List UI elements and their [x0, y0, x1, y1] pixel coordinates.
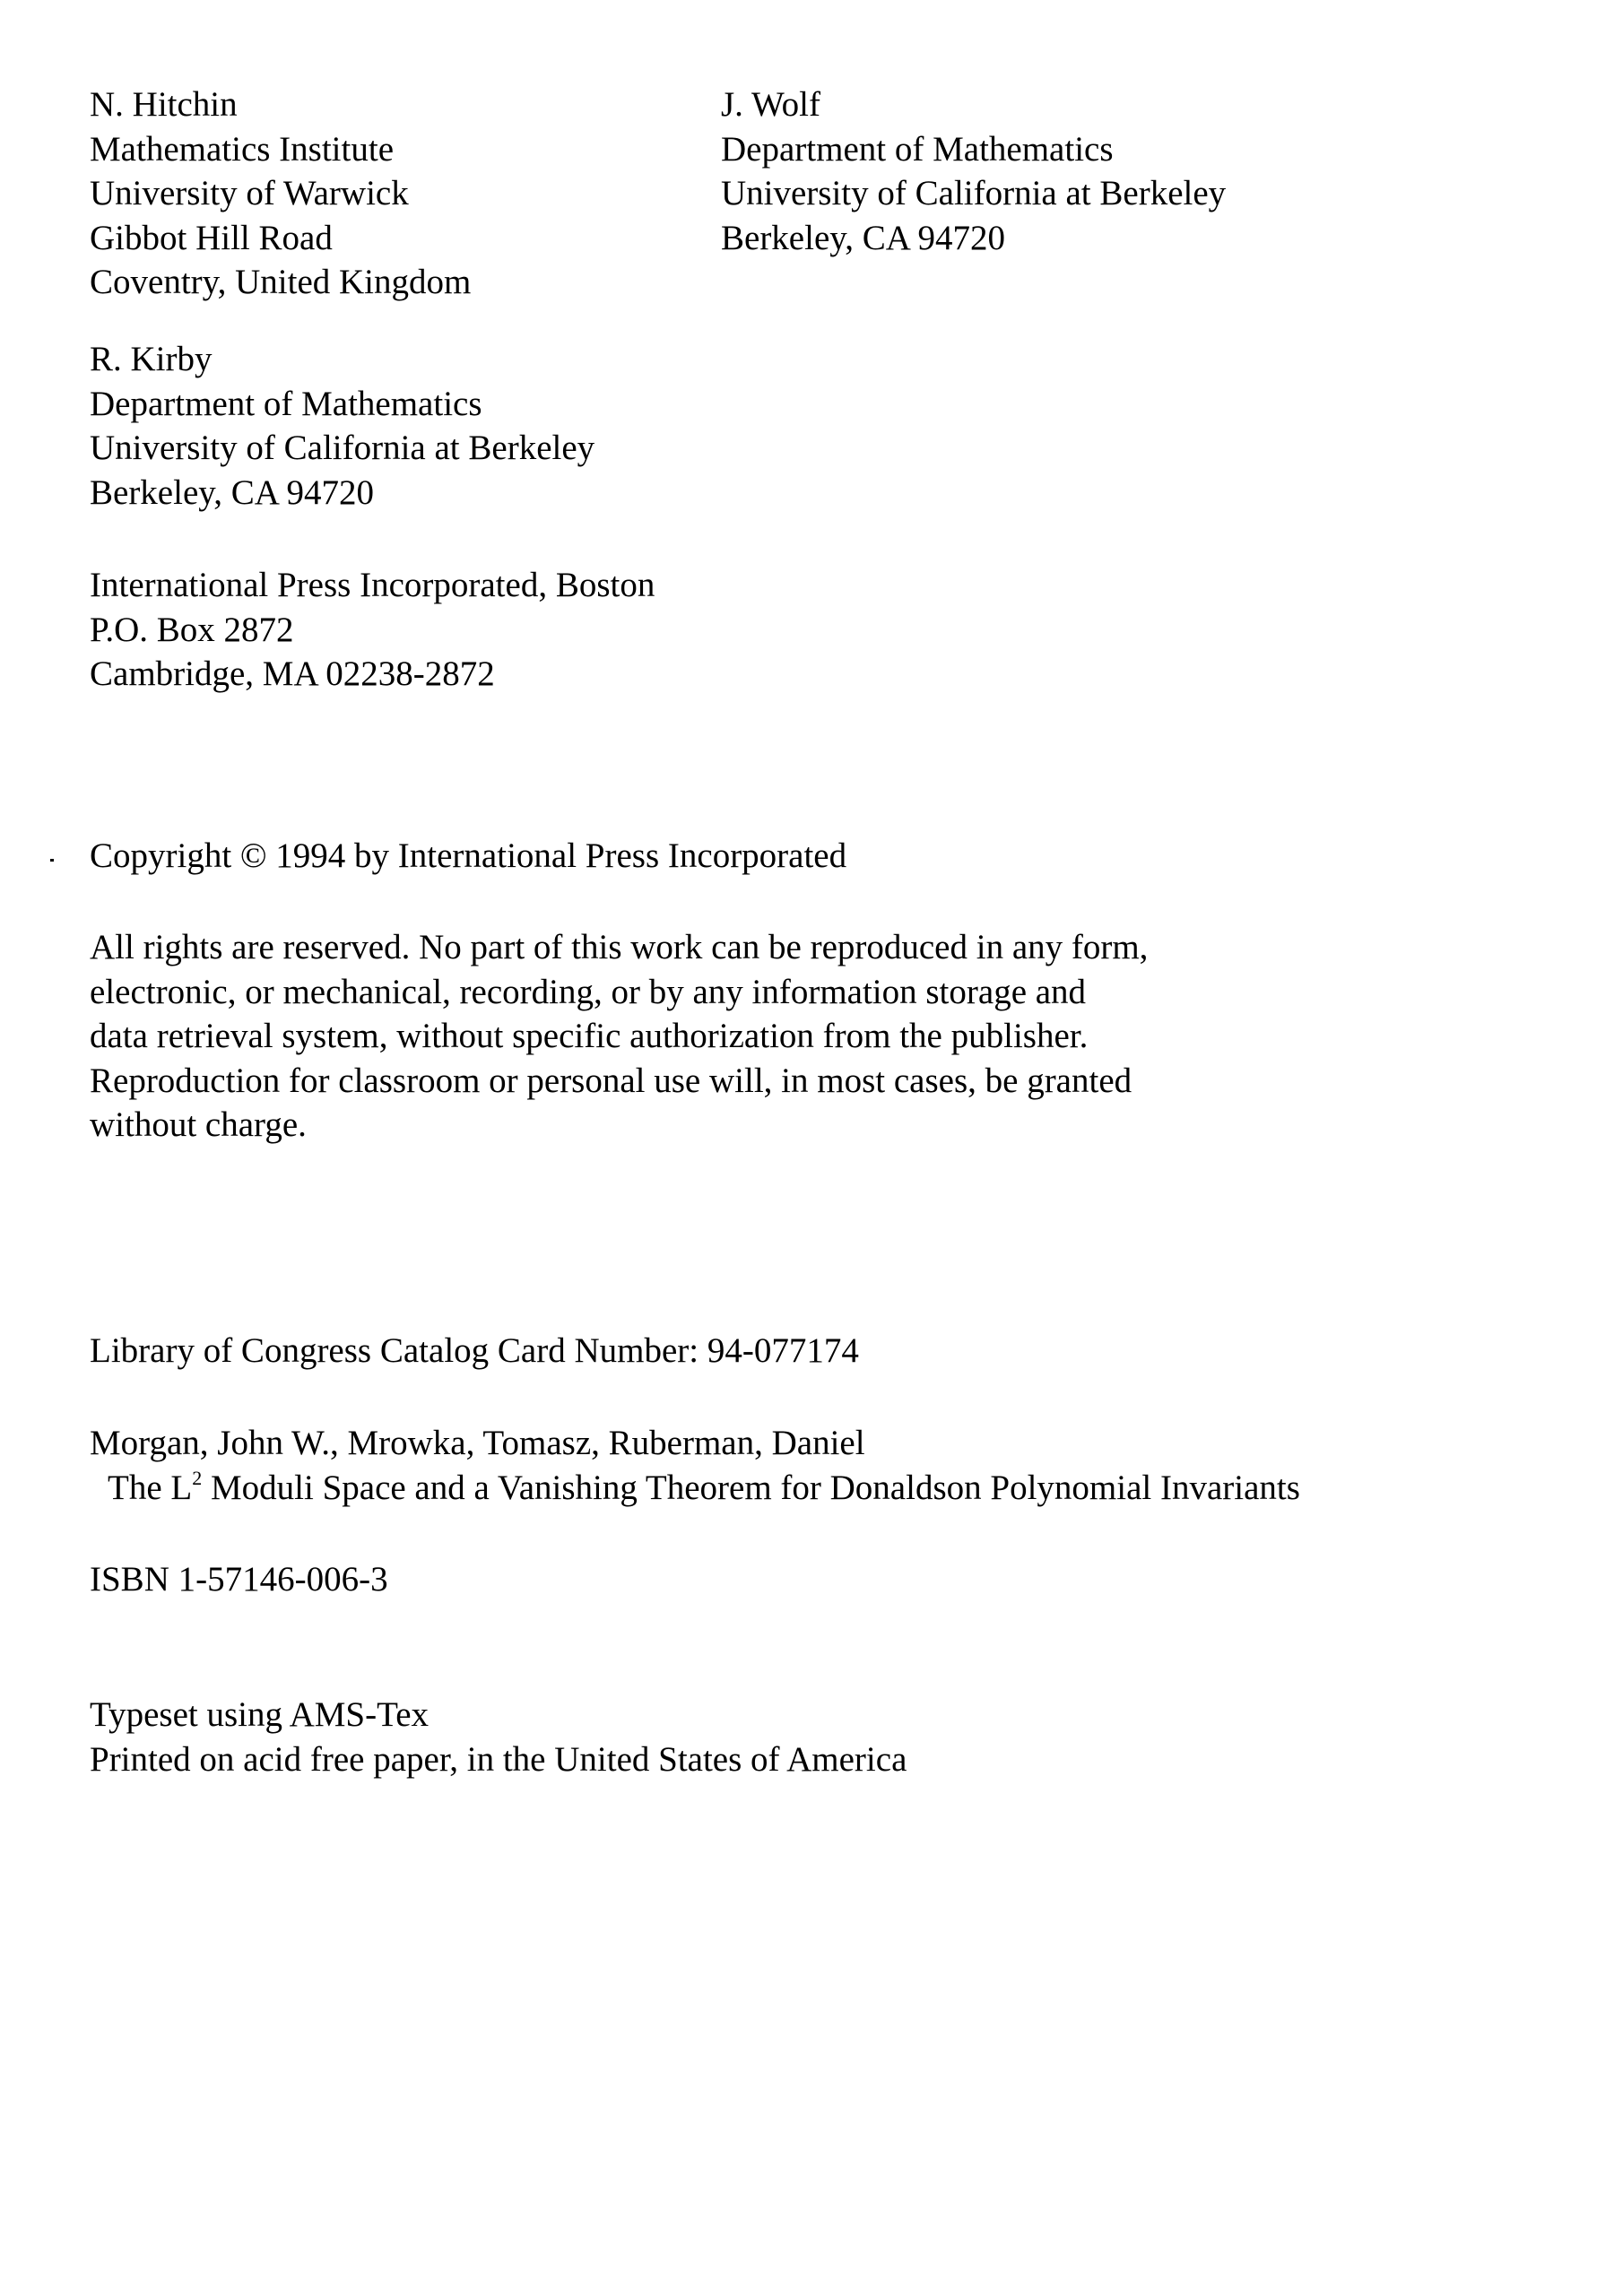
- printed-line: Printed on acid free paper, in the United States of America: [90, 1739, 907, 1779]
- rights-line: data retrieval system, without specific authorization from the publisher.: [90, 1017, 1089, 1055]
- address-line: Department of Mathematics: [90, 384, 482, 423]
- address-line: University of California at Berkeley: [90, 429, 595, 467]
- rights-line: without charge.: [90, 1105, 307, 1144]
- title-rest: Moduli Space and a Vanishing Theorem for Donaldson Polynomial Invariants: [202, 1468, 1300, 1507]
- rights-line: All rights are reserved. No part of this work can be reproduced in any form,: [90, 928, 1149, 966]
- address-name: J. Wolf: [721, 85, 820, 124]
- catalog-line: Library of Congress Catalog Card Number: 94-077174: [90, 1331, 859, 1370]
- address-line: Gibbot Hill Road: [90, 218, 333, 257]
- address-publisher: [90, 563, 655, 697]
- cataloging-citation: [90, 1421, 1300, 1510]
- address-line: University of California at Berkeley: [721, 174, 1227, 212]
- address-line: Berkeley, CA 94720: [721, 218, 1006, 257]
- publisher-name: International Press Incorporated, Boston: [90, 566, 655, 604]
- address-hitchin: [90, 82, 471, 305]
- isbn-line: ISBN 1-57146-006-3: [90, 1560, 388, 1599]
- address-line: Department of Mathematics: [721, 129, 1114, 169]
- isbn: [90, 1557, 388, 1602]
- title-prefix: The L: [108, 1468, 193, 1507]
- citation-authors: Morgan, John W., Mrowka, Tomasz, Ruberman, Daniel: [90, 1424, 865, 1462]
- rights-line: Reproduction for classroom or personal use will, in most cases, be granted: [90, 1061, 1132, 1100]
- citation-title: [90, 1466, 1300, 1511]
- address-line: Cambridge, MA 02238-2872: [90, 654, 495, 693]
- rights-statement: [90, 925, 1148, 1148]
- copyright-notice: [90, 834, 846, 879]
- title-superscript: 2: [192, 1466, 203, 1489]
- address-wolf: [721, 82, 1226, 260]
- catalog-card-number: [90, 1329, 859, 1373]
- address-name: N. Hitchin: [90, 85, 238, 124]
- address-line: Mathematics Institute: [90, 129, 395, 169]
- typeset-line: Typeset using AMS-Tex: [90, 1695, 430, 1734]
- rights-line: electronic, or mechanical, recording, or by any information storage and: [90, 972, 1087, 1011]
- address-line: Berkeley, CA 94720: [90, 472, 375, 512]
- address-line: University of Warwick: [90, 174, 409, 212]
- address-kirby: [90, 337, 594, 515]
- production-notes: [90, 1693, 907, 1781]
- address-line: Coventry, United Kingdom: [90, 263, 472, 301]
- copyright-line: Copyright © 1994 by International Press Incorporated: [90, 836, 847, 875]
- scan-speck: [50, 859, 54, 862]
- address-line: P.O. Box 2872: [90, 610, 294, 649]
- address-name: R. Kirby: [90, 340, 213, 378]
